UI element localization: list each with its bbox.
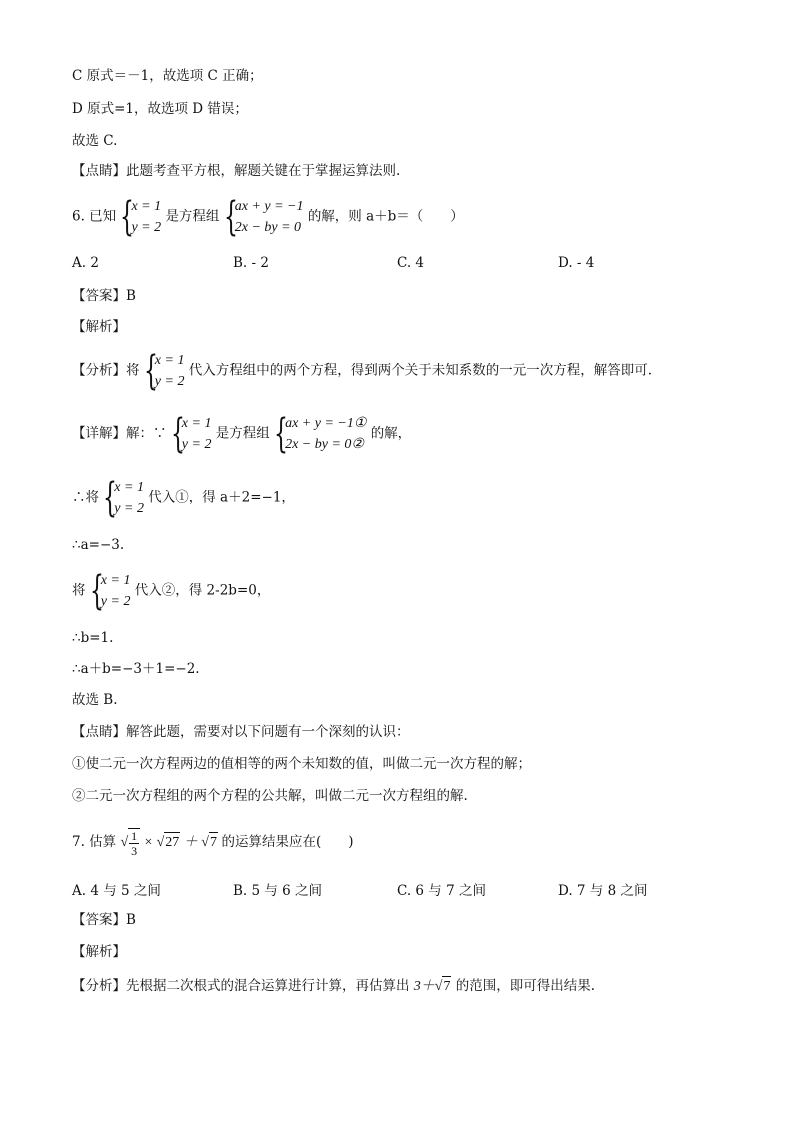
equation-2: 2x − by = 0 [234,220,302,235]
q6-equation-system: { ax + y = −1 2x − by = 0 [223,194,304,240]
solution-x: x = 1 [131,199,162,214]
option-c-conclusion: C 原式＝－1，故选项 C 正确； [72,68,263,84]
solution-y: y = 2 [114,501,144,516]
plus-sign: ＋ [183,835,198,851]
step-3-system: { x = 1 y = 2 [89,568,131,614]
sqrt-7: 7 [209,832,218,853]
estimate-expression: 3＋√7 [414,979,452,994]
step-3-suffix: 代入②，得 2-2b=0， [134,582,271,599]
q7-option-a: A. 4 与 5 之间 [72,883,161,899]
estimate-three-plus: 3＋ [413,979,435,994]
step-1 [72,477,295,519]
q7-prefix: 7. 估算 [72,834,117,851]
step-1-suffix: 代入①，得 a＋2=−1， [148,489,295,506]
q7-option-b: B. 5 与 6 之间 [233,883,323,899]
q6-detail-equation-system: { ax + y = −1① 2x − by = 0② [274,411,367,457]
answer-choice-b: 故选 B. [72,692,118,708]
q7-expression: √ $\frac{1}{3}$ × √27 ＋ √7 [120,829,217,858]
q7-answer: 【答案】B [72,912,136,928]
question-6 [72,196,464,238]
q6-solution-system: { x = 1 y = 2 [120,194,162,240]
q6-detail-mid: 是方程组 [215,425,270,442]
equation-1: ax + y = −1 [234,199,304,214]
answer-choice-c: 故选 C. [72,133,118,149]
equation-2-marked: 2x − by = 0② [285,437,364,452]
solution-x: x = 1 [100,573,131,588]
fraction-denominator: 3 [131,844,138,858]
q7-jiexi: 【解析】 [72,944,126,960]
solution-y: y = 2 [154,374,185,389]
solution-x: x = 1 [154,353,185,368]
q6-analysis-system: { x = 1 y = 2 [143,348,185,394]
q7-option-d: D. 7 与 8 之间 [558,883,648,899]
point-2: ②二元一次方程组的两个方程的公共解，叫做二元一次方程组的解. [72,788,468,804]
q6-analysis-suffix: 代入方程组中的两个方程，得到两个关于未知系数的一元一次方程，解答即可. [188,362,653,379]
q6-detail [72,413,411,455]
q6-answer: 【答案】B [72,288,136,304]
q7-analysis-suffix: 的范围，即可得出结果. [455,978,596,994]
question-7 [72,828,354,858]
q7-option-c: C. 6 与 7 之间 [397,883,486,899]
q6-suffix: 的解，则 a＋b＝（ ） [307,208,464,225]
step-3-prefix: 将 [72,582,86,599]
solution-x: x = 1 [114,480,144,495]
step-2: ∴a=−3. [72,537,125,553]
step-4: ∴b=1. [72,630,114,646]
q6-mid: 是方程组 [165,208,220,225]
q7-analysis-prefix: 【分析】先根据二次根式的混合运算进行计算，再估算出 [72,978,410,994]
q6-detail-suffix: 的解， [370,425,412,442]
q6-analysis-prefix: 【分析】将 [72,362,140,379]
q6-detail-solution-system: { x = 1 y = 2 [170,411,212,457]
q6-option-a: A. 2 [72,255,99,271]
q6-jiexi: 【解析】 [72,319,126,335]
step-1-system: { x = 1 y = 2 [103,475,144,521]
q6-detail-prefix: 【详解】解：∵ [72,425,167,442]
comment-note-1: 【点睛】此题考查平方根，解题关键在于掌握运算法则. [72,163,401,179]
q6-analysis [72,350,652,392]
q7-suffix: 的运算结果应在( ) [221,834,354,851]
q6-option-c: C. 4 [397,255,425,271]
estimate-sqrt-7: 7 [442,976,451,997]
step-5: ∴a＋b=−3＋1=−2. [72,661,200,677]
solution-y: y = 2 [100,594,131,609]
q6-prefix: 6. 已知 [72,208,117,225]
sqrt-fraction [128,828,140,858]
option-d-conclusion: D 原式=1，故选项 D 错误； [72,101,248,117]
comment-note-2: 【点睛】解答此题，需要对以下问题有一个深刻的认识： [72,724,410,740]
solution-x: x = 1 [181,416,212,431]
sqrt-27: 27 [164,832,180,853]
step-1-prefix: ∴将 [72,489,99,506]
q7-analysis [72,976,595,997]
solution-y: y = 2 [131,220,162,235]
point-1: ①使二元一次方程两边的值相等的两个未知数的值，叫做二元一次方程的解； [72,756,531,772]
fraction-numerator: 1 [131,829,138,843]
solution-y: y = 2 [181,437,212,452]
step-3 [72,570,270,612]
times-sign: × [143,835,154,851]
q6-option-d: D. - 4 [558,255,595,271]
q6-option-b: B. - 2 [233,255,269,271]
equation-1-marked: ax + y = −1① [285,416,367,431]
